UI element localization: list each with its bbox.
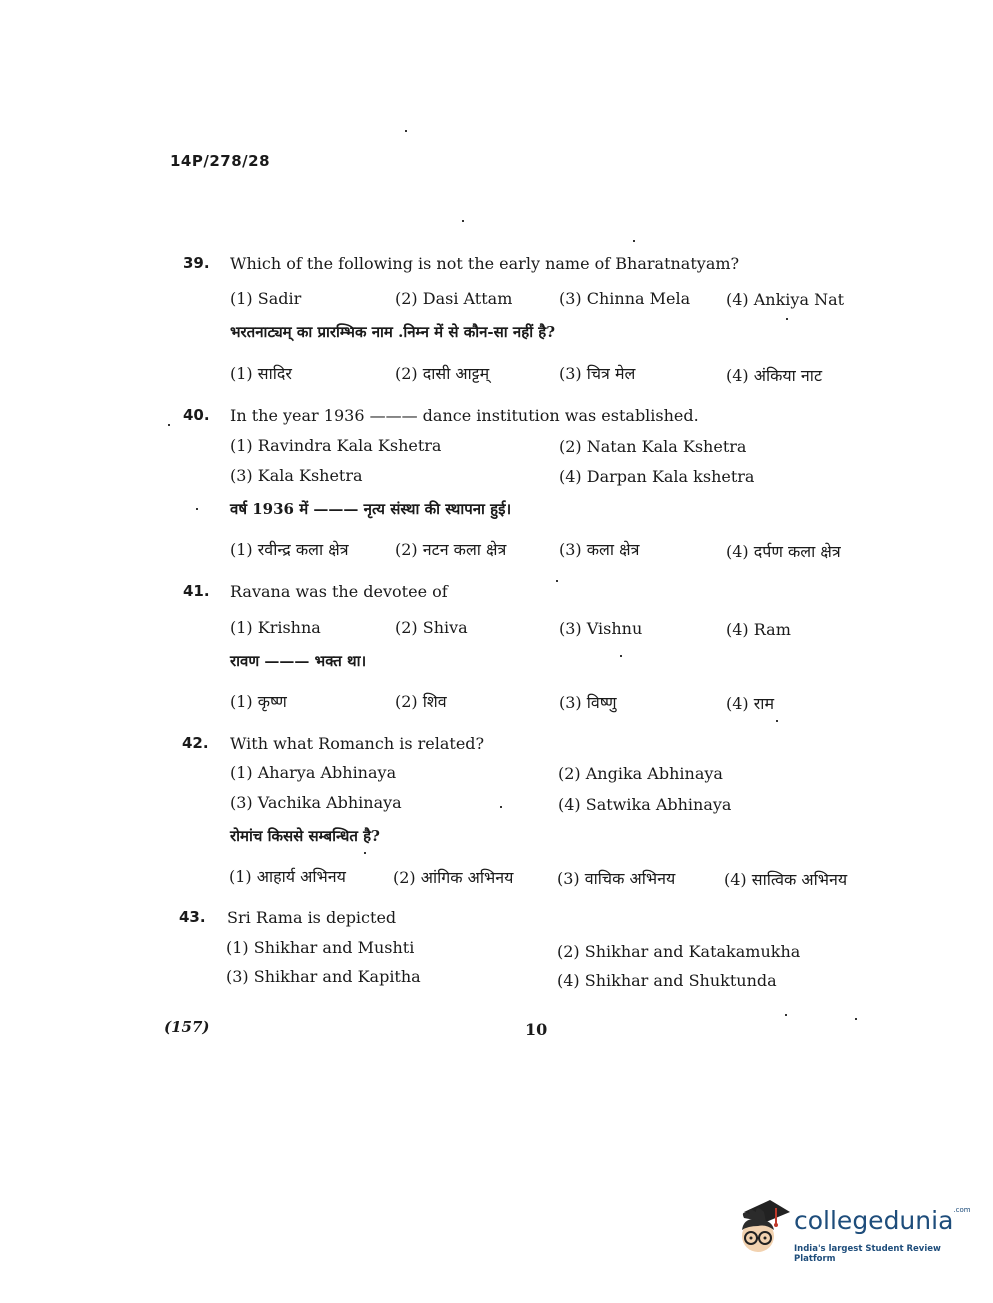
option-hi: (1) रवीन्द्र कला क्षेत्र <box>230 540 349 559</box>
option: (1) Sadir <box>230 289 302 308</box>
option: (4) Ram <box>726 620 791 639</box>
question-text-hi: भरतनाट्यम् का प्रारम्भिक नाम .निम्न में से कौन-सा नहीं है? <box>230 323 556 341</box>
option: (3) Kala Kshetra <box>230 466 363 485</box>
page-number: 10 <box>525 1020 548 1039</box>
scan-speck <box>786 318 788 320</box>
option: (1) Krishna <box>230 618 321 637</box>
question-text-hi: वर्ष 1936 में ——— नृत्य संस्था की स्थापना हुई। <box>230 500 512 518</box>
option: (3) Shikhar and Kapitha <box>226 967 421 986</box>
scan-speck <box>364 852 366 854</box>
scan-speck <box>196 508 198 510</box>
option: (2) Dasi Attam <box>395 289 513 308</box>
question-number: 41. <box>183 582 210 600</box>
option-hi: (3) चित्र मेल <box>559 364 636 383</box>
option-hi: (1) सादिर <box>230 364 292 383</box>
question-text-en: In the year 1936 ——— dance institution was established. <box>230 406 699 425</box>
option: (2) Angika Abhinaya <box>558 764 723 783</box>
option-hi: (3) कला क्षेत्र <box>559 540 640 559</box>
option: (1) Shikhar and Mushti <box>226 938 415 957</box>
paper-code: 14P/278/28 <box>170 152 271 170</box>
scan-speck <box>785 1014 787 1016</box>
option-hi: (4) दर्पण कला क्षेत्र <box>726 542 841 561</box>
question-text-en: Which of the following is not the early name of Bharatnatyam? <box>230 254 740 273</box>
scan-speck <box>855 1018 857 1020</box>
option: (3) Vishnu <box>559 619 643 638</box>
option-hi: (2) आंगिक अभिनय <box>393 868 514 887</box>
option: (4) Darpan Kala kshetra <box>559 467 755 486</box>
logo-wordmark: collegedunia$^{.com}$ <box>794 1206 971 1235</box>
option-hi: (3) वाचिक अभिनय <box>557 869 676 888</box>
question-text-hi: रोमांच किससे सम्बन्धित है? <box>230 827 380 845</box>
option: (2) Natan Kala Kshetra <box>559 437 747 456</box>
scan-speck <box>405 130 407 132</box>
scan-speck <box>620 655 622 657</box>
option-hi: (3) विष्णु <box>559 693 617 712</box>
question-number: 42. <box>182 734 209 752</box>
scan-speck <box>776 720 778 722</box>
option: (1) Aharya Abhinaya <box>230 763 397 782</box>
scan-speck <box>500 806 502 808</box>
option: (4) Ankiya Nat <box>726 290 845 309</box>
question-number: 43. <box>179 908 206 926</box>
option-hi: (1) कृष्ण <box>230 692 287 711</box>
option: (3) Chinna Mela <box>559 289 691 308</box>
scan-speck <box>168 424 170 426</box>
scan-speck <box>633 240 635 242</box>
option: (1) Ravindra Kala Kshetra <box>230 436 442 455</box>
option-hi: (4) राम <box>726 694 775 713</box>
question-text-hi: रावण ——— भक्त था। <box>230 652 367 670</box>
option: (4) Satwika Abhinaya <box>558 795 732 814</box>
question-text-en: With what Romanch is related? <box>230 734 485 753</box>
scan-speck <box>556 580 558 582</box>
option: (4) Shikhar and Shuktunda <box>557 971 777 990</box>
question-text-en: Sri Rama is depicted <box>227 908 397 927</box>
option-hi: (2) शिव <box>395 692 447 711</box>
option: (2) Shikhar and Katakamukha <box>557 942 801 961</box>
option-hi: (2) दासी आट्टम् <box>395 364 490 383</box>
question-number: 40. <box>183 406 210 424</box>
collegedunia-logo <box>736 1196 971 1264</box>
option: (3) Vachika Abhinaya <box>230 793 402 812</box>
question-text-en: Ravana was the devotee of <box>230 582 448 601</box>
option: (2) Shiva <box>395 618 468 637</box>
logo-tagline: India's largest Student Review Platform <box>794 1244 941 1264</box>
scan-speck <box>462 220 464 222</box>
question-number: 39. <box>183 254 210 272</box>
option-hi: (1) आहार्य अभिनय <box>229 867 346 886</box>
footer-code: (157) <box>164 1018 210 1036</box>
option-hi: (4) अंकिया नाट <box>726 366 823 385</box>
option-hi: (4) सात्विक अभिनय <box>724 870 848 889</box>
option-hi: (2) नटन कला क्षेत्र <box>395 540 507 559</box>
mascot-icon <box>736 1196 794 1260</box>
